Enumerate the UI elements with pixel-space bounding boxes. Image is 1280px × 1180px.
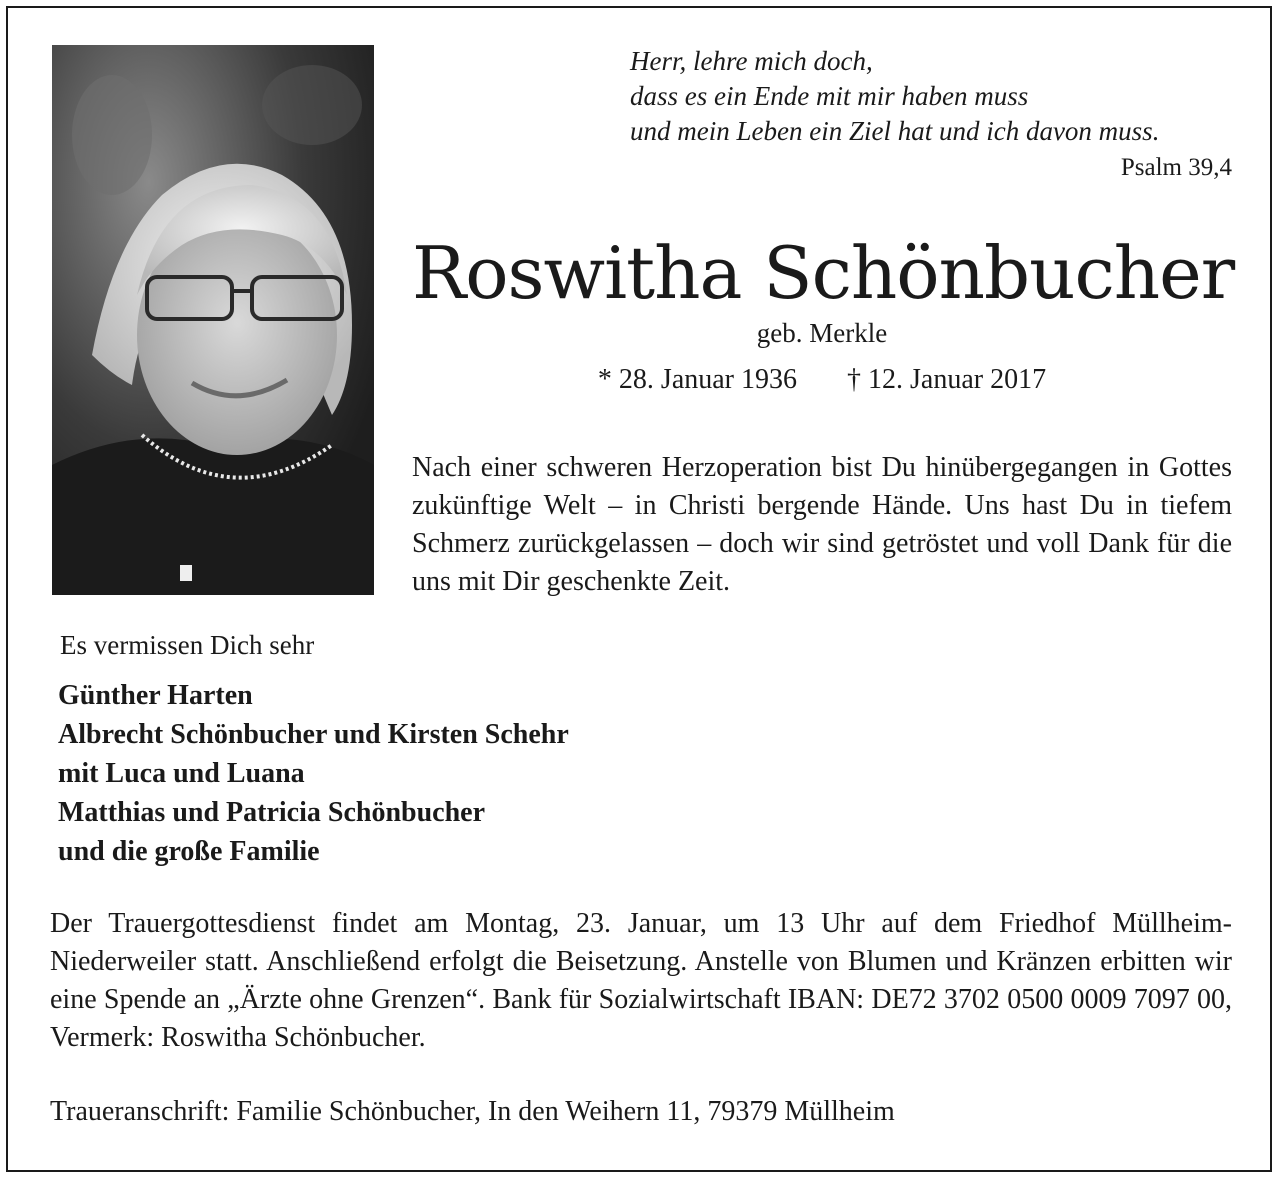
- portrait-illustration: [52, 45, 374, 595]
- service-notice: Der Trauergottesdienst findet am Montag, 23. Januar, um 13 Uhr auf dem Friedhof Müllheim-Niederweiler statt. Anschließend erfolgt die Beisetzung. Anstelle von Blumen und Kränzen erbitten wir eine Spende an „Ärzte ohne Grenzen“. Bank für Sozialwirtschaft IBAN: DE72 3702 0500 0009 7097 00, Vermerk: Roswitha Schönbucher.: [50, 908, 1232, 1053]
- mourner-name: und die große Familie: [58, 836, 320, 867]
- verse-line: und mein Leben ein Ziel hat und ich davon muss.: [630, 116, 1160, 146]
- verse-line: dass es ein Ende mit mir haben muss: [630, 81, 1029, 111]
- portrait-photo: [52, 45, 374, 595]
- birth-name: geb. Merkle: [756, 318, 888, 348]
- bible-verse: [630, 44, 1232, 149]
- life-dates: [412, 364, 1232, 396]
- mourner-name: Günther Harten: [58, 680, 253, 711]
- obituary-message: Nach einer schweren Herzoperation bist Du hinübergegangen in Gottes zukünftige Welt – in Christi bergende Hände. Uns hast Du in tiefem Schmerz zurückgelassen – doch wir sind getröstet und voll Dank für die uns mit Dir geschenkte Zeit.: [412, 452, 1232, 597]
- verse-reference: Psalm 39,4: [1120, 154, 1232, 181]
- death-date: † 12. Januar 2017: [847, 364, 1047, 395]
- mourners-intro: Es vermissen Dich sehr: [60, 630, 315, 660]
- verse-line: Herr, lehre mich doch,: [630, 46, 873, 76]
- mourner-name: mit Luca und Luana: [58, 758, 305, 789]
- birth-date: * 28. Januar 1936: [597, 364, 797, 395]
- mourner-name: Matthias und Patricia Schönbucher: [58, 797, 486, 828]
- mourning-address: Traueranschrift: Familie Schönbucher, In den Weihern 11, 79379 Müllheim: [50, 1096, 895, 1127]
- mourners-list: [58, 676, 569, 871]
- deceased-name: Roswitha Schönbucher: [412, 231, 1235, 315]
- mourner-name: Albrecht Schönbucher und Kirsten Schehr: [58, 719, 569, 750]
